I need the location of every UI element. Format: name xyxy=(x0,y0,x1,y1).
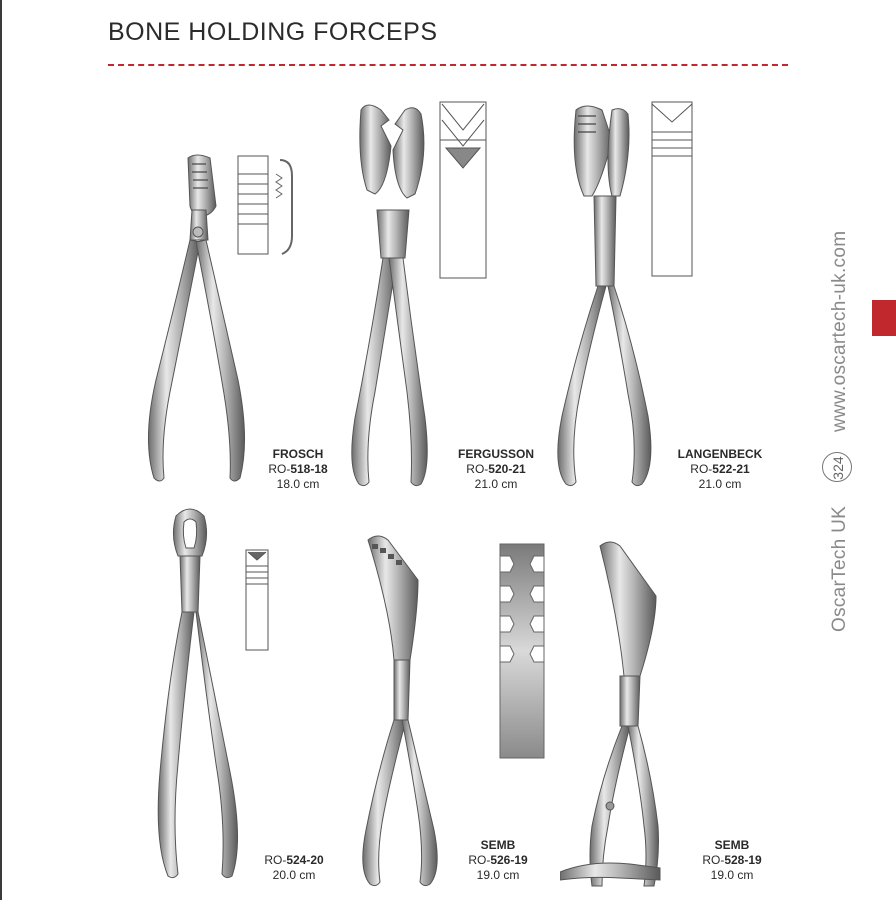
semb-526-forceps-image xyxy=(344,530,464,890)
product-code xyxy=(678,462,763,477)
caption-semb-526 xyxy=(468,838,527,883)
caption-langenbeck xyxy=(678,447,763,492)
code-prefix: RO- xyxy=(468,853,491,867)
semb-528-forceps-image xyxy=(560,536,690,890)
frosch-jaw-detail xyxy=(236,154,306,258)
caption-fergusson xyxy=(458,447,534,492)
product-name: FERGUSSON xyxy=(457,447,535,461)
product-code xyxy=(458,462,534,477)
page-number-badge xyxy=(822,452,852,482)
product-size: 21.0 cm xyxy=(698,477,742,491)
caption-semb-528 xyxy=(702,838,761,883)
product-size: 19.0 cm xyxy=(710,868,754,882)
code-prefix: RO- xyxy=(268,462,291,476)
product-name: SEMB xyxy=(714,838,750,852)
code-number: 522-21 xyxy=(712,462,750,476)
product-size: 21.0 cm xyxy=(474,477,518,491)
product-size: 19.0 cm xyxy=(476,868,520,882)
code-number: 526-19 xyxy=(490,853,528,867)
product-code xyxy=(702,853,761,868)
page-title: BONE HOLDING FORCEPS xyxy=(108,18,438,46)
fergusson-jaw-detail xyxy=(436,100,492,282)
code-number: 518-18 xyxy=(290,462,328,476)
product-size: 18.0 cm xyxy=(276,477,320,491)
caption-frosch xyxy=(268,447,327,492)
code-number: 520-21 xyxy=(488,462,526,476)
page-border xyxy=(0,0,2,900)
code-prefix: RO- xyxy=(264,853,287,867)
ro-524-jaw-detail xyxy=(242,548,272,652)
product-code xyxy=(264,853,323,868)
product-code xyxy=(468,853,527,868)
website-url: www.oscartech-uk.com xyxy=(829,230,850,432)
title-divider xyxy=(108,64,788,66)
code-number: 524-20 xyxy=(286,853,324,867)
section-tab xyxy=(872,300,896,336)
brand-name: OscarTech UK xyxy=(829,505,850,632)
page-number: 324 xyxy=(830,456,846,480)
caption-ro-524 xyxy=(264,853,323,883)
product-name: LANGENBECK xyxy=(677,447,763,461)
product-name: FROSCH xyxy=(272,447,324,461)
product-name: SEMB xyxy=(480,838,516,852)
semb-526-jaw-detail xyxy=(498,542,550,760)
code-prefix: RO- xyxy=(690,462,713,476)
code-number: 528-19 xyxy=(724,853,762,867)
product-size: 20.0 cm xyxy=(272,868,316,882)
langenbeck-jaw-detail xyxy=(648,100,696,280)
product-code xyxy=(268,462,327,477)
code-prefix: RO- xyxy=(702,853,725,867)
code-prefix: RO- xyxy=(466,462,489,476)
